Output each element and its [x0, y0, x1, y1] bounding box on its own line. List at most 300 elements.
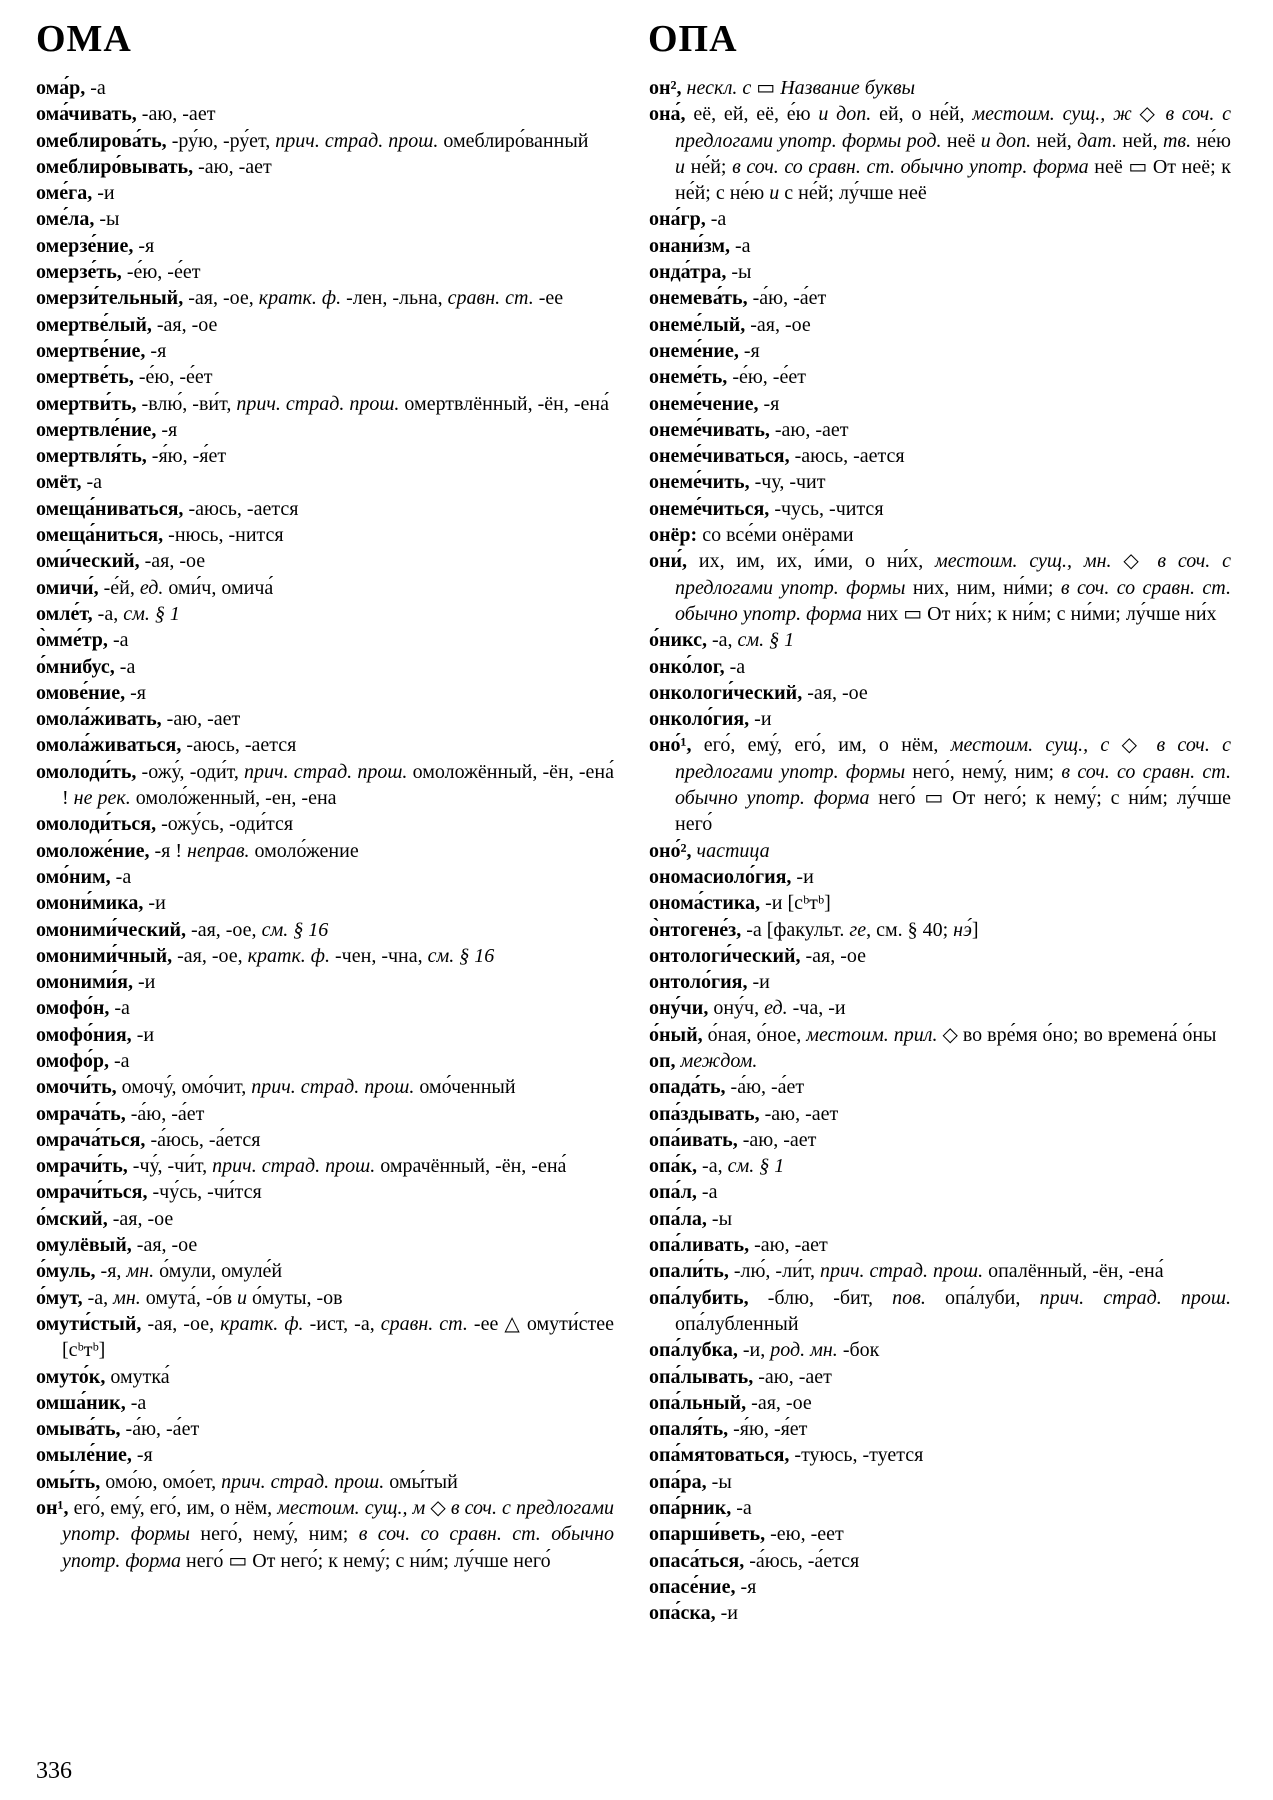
dictionary-entry: [649, 101, 1231, 206]
entry-text: -ист, -а,: [303, 1312, 381, 1335]
dictionary-entry: [36, 1311, 614, 1364]
headword: онеме́чиваться,: [649, 445, 790, 468]
entry-text: -а,: [82, 1286, 114, 1309]
dictionary-entry: [649, 1495, 1231, 1521]
headword: омути́стый,: [36, 1312, 142, 1335]
grammar-note: прич. страд. прош.: [275, 129, 439, 152]
dictionary-entry: [36, 732, 614, 758]
entry-text: о́мули, омуле́й: [154, 1260, 283, 1283]
grammar-note: дат.: [1077, 129, 1117, 152]
entry-text: -ы: [94, 208, 120, 231]
entry-text: -аюсь, -ается: [789, 445, 905, 468]
grammar-note: мн.: [113, 1286, 141, 1309]
entry-text: -а: [81, 471, 102, 494]
entry-text: -я́ю, -я́ет: [728, 1418, 808, 1441]
grammar-note: в соч. со сравн. ст. обычно употр. форма: [732, 155, 1089, 178]
grammar-note: сравн. ст.: [447, 287, 534, 310]
grammar-note: местоим. сущ., мн.: [935, 550, 1112, 573]
entry-text: -чен, -чна,: [330, 944, 428, 967]
dictionary-entry: [36, 680, 614, 706]
entry-text: -я́ю, -я́ет: [146, 445, 227, 468]
entry-text: -и: [747, 971, 770, 994]
grammar-note: и доп.: [818, 103, 872, 126]
entry-text: омы́тый: [384, 1470, 458, 1493]
entry-text: его́, ему́, его́, им, о нём,: [691, 734, 951, 757]
entry-text: -я: [133, 234, 155, 257]
entry-text: -я: [735, 1575, 757, 1598]
headword: опа́ра,: [649, 1470, 707, 1493]
dictionary-entry: [649, 680, 1231, 706]
grammar-note: в соч. со сравн. ст. обычно употр. форма: [62, 1523, 614, 1572]
dictionary-entry: [649, 1521, 1231, 1547]
headword: ома́р,: [36, 77, 86, 99]
headword: оно́²,: [649, 839, 692, 862]
entry-text: омутка́: [105, 1365, 170, 1388]
headword: омертви́ть,: [36, 392, 137, 415]
entry-text: омеблиро́ванный: [438, 129, 589, 152]
headword: ону́чи,: [649, 997, 709, 1020]
dictionary-entry: [649, 364, 1231, 390]
headword: онтоло́гия,: [649, 971, 748, 994]
dictionary-entry: [36, 627, 614, 653]
entry-text: -а: [724, 655, 746, 678]
headword: опаса́ться,: [649, 1549, 745, 1572]
dictionary-entry: [649, 969, 1231, 995]
entry-text: -а́юсь, -а́ется: [145, 1128, 261, 1151]
entry-text: -а́ю, -а́ет: [120, 1418, 200, 1441]
dictionary-entry: [36, 364, 614, 390]
grammar-note: кратк. ф.: [247, 944, 331, 967]
dictionary-entry: [36, 522, 614, 548]
headword: опа́л,: [649, 1181, 697, 1204]
entry-text: -и: [133, 971, 156, 994]
entry-text: -аюсь, -ается: [183, 497, 299, 520]
entry-text: -ая, -ое: [139, 550, 206, 573]
entry-text: -а,: [92, 602, 124, 625]
dictionary-entry: [649, 732, 1231, 837]
entry-text: него́, нему́, ним;: [189, 1523, 359, 1546]
dictionary-entry: [36, 1048, 614, 1074]
headword: омуто́к,: [36, 1365, 106, 1388]
dictionary-entry: [36, 391, 614, 417]
entry-text: оми́ч, омича́: [163, 576, 274, 599]
dictionary-entry: [649, 1574, 1231, 1600]
headword: оп,: [649, 1049, 676, 1072]
entry-text: -а́юсь, -а́ется: [744, 1549, 860, 1572]
headword: омони́мика,: [36, 892, 144, 915]
headword: он²,: [649, 77, 682, 99]
entry-text: -ожу́сь, -оди́тся: [156, 813, 294, 836]
headword: он¹,: [36, 1497, 69, 1520]
dictionary-entry: [36, 917, 614, 943]
dictionary-entry: [36, 1127, 614, 1153]
dictionary-entry: [649, 890, 1231, 916]
dictionary-entry: [649, 1101, 1231, 1127]
entry-text: -ая, -ое,: [183, 287, 259, 310]
dictionary-entry: [36, 1469, 614, 1495]
entry-text: -ая, -ое: [800, 944, 867, 967]
entry-text: -и: [131, 1023, 155, 1046]
dictionary-entry: [649, 496, 1231, 522]
dictionary-entry: [36, 417, 614, 443]
dictionary-entry: [649, 864, 1231, 890]
entry-text: -ею, -еет: [765, 1523, 844, 1546]
entry-text: -нюсь, -нится: [163, 524, 284, 547]
dictionary-entry: [649, 1179, 1231, 1205]
headword: омыва́ть,: [36, 1418, 121, 1441]
entry-text: ◇: [1131, 103, 1166, 126]
entry-text: -ая, -ое,: [186, 918, 262, 941]
headword: омеща́ниться,: [36, 524, 164, 547]
entry-text: -чу́сь, -чи́тся: [147, 1181, 262, 1204]
entry-text: -а: [705, 208, 727, 231]
dictionary-entry: [36, 1074, 614, 1100]
dictionary-entry: [36, 575, 614, 601]
dictionary-entry: [36, 75, 614, 101]
dictionary-entry: [36, 1416, 614, 1442]
entry-text: ]: [971, 918, 979, 941]
dictionary-entry: [36, 128, 614, 154]
grammar-note: в соч. с предлогами употр. формы род.: [675, 103, 1231, 152]
grammar-note: в соч. с предлогами употр. формы: [62, 1497, 614, 1546]
dictionary-entry: [649, 995, 1231, 1021]
dictionary-entry: [36, 811, 614, 837]
headword: омочи́ть,: [36, 1076, 117, 1099]
entry-text: -и: [143, 892, 166, 915]
dictionary-entry: [649, 1048, 1231, 1074]
dictionary-entry: [36, 1442, 614, 1468]
dictionary-entry: [649, 1600, 1231, 1626]
dictionary-entry: [36, 1206, 614, 1232]
entry-text: -а: [108, 1049, 130, 1072]
dictionary-entry: [36, 995, 614, 1021]
dictionary-entry: [649, 706, 1231, 732]
entry-text: -я: [125, 681, 146, 704]
dictionary-entry: [649, 1337, 1231, 1363]
entry-text: омоложённый, -ён, -ена́ !: [62, 760, 614, 810]
dictionary-entry: [649, 1469, 1231, 1495]
headword: омоними́я,: [36, 971, 133, 994]
entry-text: -а: [85, 77, 106, 99]
entry-text: -ы: [726, 261, 752, 284]
headword: опа́ска,: [649, 1602, 716, 1625]
entry-text: опалённый, -ён, -ена́: [983, 1260, 1164, 1283]
dictionary-entry: [649, 206, 1231, 232]
grammar-note: мн.: [126, 1260, 155, 1283]
entry-text: ◇: [1111, 550, 1158, 573]
right-column: [649, 75, 1231, 1627]
grammar-note: кратк. ф.: [258, 287, 342, 310]
headword: опали́ть,: [649, 1260, 729, 1283]
dictionary-entry: [649, 1074, 1231, 1100]
headword: онда́тра,: [649, 261, 727, 284]
entry-text: омута́, -о́в: [140, 1286, 238, 1309]
entry-text: -а,: [706, 629, 738, 652]
entry-text: -чу, -чит: [749, 471, 826, 494]
dictionary-entry: [36, 233, 614, 259]
entry-text: -е́й,: [98, 576, 140, 599]
headword: омофо́р,: [36, 1049, 109, 1072]
headword: опа́лубка,: [649, 1339, 738, 1362]
entry-text: -аю, -ает: [193, 155, 272, 178]
dictionary-entry: [36, 969, 614, 995]
headword: о̀мме́тр,: [36, 629, 108, 652]
headword: опасе́ние,: [649, 1575, 736, 1598]
entry-text: -ая, -ое,: [141, 1312, 221, 1335]
entry-text: -ая, -ое: [131, 1234, 198, 1257]
headword: омертве́лый,: [36, 313, 152, 336]
headword: опа́ивать,: [649, 1128, 738, 1151]
page-number: 336: [36, 1758, 72, 1784]
dictionary-entry: [649, 654, 1231, 680]
entry-text: него́ ▭ От него́; к нему́; с ни́м; лу́чше него́: [675, 787, 1232, 836]
entry-text: -аю, -ает: [737, 1128, 817, 1151]
headword: омертве́ть,: [36, 366, 134, 389]
entry-text: -лен, -льна,: [341, 287, 448, 310]
dictionary-entry: [649, 1390, 1231, 1416]
entry-text: неё: [941, 129, 981, 152]
dictionary-entry: [649, 312, 1231, 338]
dictionary-entry: [649, 1442, 1231, 1468]
entry-text: ◇: [425, 1497, 451, 1520]
headword: о̀нтогене́з,: [649, 918, 742, 941]
dictionary-entry: [36, 759, 614, 812]
entry-text: -а [факульт.: [741, 918, 850, 941]
dictionary-entry: [36, 443, 614, 469]
grammar-note: и: [769, 182, 780, 205]
dictionary-entry: [36, 338, 614, 364]
headword: омертвле́ние,: [36, 418, 157, 441]
dictionary-entry: [36, 1364, 614, 1390]
entry-text: омрачённый, -ён, -ена́: [375, 1155, 567, 1178]
entry-text: омо́ю, омо́ет,: [100, 1470, 222, 1493]
entry-text: -а: [107, 629, 129, 652]
headword: омрача́ться,: [36, 1128, 146, 1151]
entry-text: -аю, -ает: [136, 103, 216, 126]
dictionary-entry: [36, 943, 614, 969]
headword: омерзе́ние,: [36, 234, 134, 257]
grammar-note: и доп.: [980, 129, 1032, 152]
headword: опа́к,: [649, 1155, 698, 1178]
entry-text: омоло́женный, -ен, -ена: [130, 787, 337, 810]
dictionary-entry: [649, 1232, 1231, 1258]
entry-text: -я: [758, 392, 780, 415]
entry-text: -аю, -ает: [749, 1234, 828, 1257]
headword: опада́ть,: [649, 1076, 726, 1099]
entry-text: не́й;: [685, 155, 733, 178]
grammar-note: в соч. со сравн. ст. обычно употр. форма: [675, 576, 1231, 625]
grammar-note: частица: [696, 839, 770, 862]
grammar-note: см. § 16: [427, 944, 495, 967]
entry-text: омо́ченный: [414, 1076, 516, 1099]
entry-text: -а: [114, 655, 136, 678]
grammar-note: и: [675, 155, 685, 178]
entry-text: -е́ю, -е́ет: [133, 366, 213, 389]
dictionary-entry: [36, 1153, 614, 1179]
entry-text: опа́лубленный: [675, 1312, 799, 1335]
headword: она́,: [649, 103, 686, 126]
dictionary-entry: [36, 1285, 614, 1311]
entry-text: -а,: [697, 1155, 728, 1178]
entry-text: -ая, -ое: [745, 313, 811, 336]
dictionary-entry: [36, 654, 614, 680]
entry-text: -лю́, -ли́т,: [728, 1260, 821, 1283]
entry-text: -аю, -ает: [161, 708, 241, 731]
headword: онеме́чивать,: [649, 418, 770, 441]
headword: они́,: [649, 550, 688, 573]
entry-text: -бок: [837, 1339, 880, 1362]
headword: онома́стика,: [649, 892, 761, 915]
dictionary-entry: [36, 496, 614, 522]
entry-text: -ая, -ое: [802, 681, 868, 704]
dictionary-entry: [36, 864, 614, 890]
grammar-note: прич. страд. прош.: [221, 1470, 385, 1493]
headword: онеме́читься,: [649, 497, 770, 520]
dictionary-entry: [649, 1258, 1231, 1284]
entry-text: -и: [715, 1602, 738, 1625]
dictionary-entry: [649, 548, 1231, 627]
headword: омертве́ние,: [36, 339, 146, 362]
headword: омичи́,: [36, 576, 99, 599]
headword: омофо́н,: [36, 997, 110, 1020]
entry-text: -ая, -ое: [151, 313, 218, 336]
dictionary-entry: [649, 285, 1231, 311]
headword: онко́лог,: [649, 655, 725, 678]
dictionary-entry: [649, 1153, 1231, 1179]
grammar-note: в соч. со сравн. ст. обычно употр. форма: [675, 760, 1231, 810]
dictionary-entry: [649, 443, 1231, 469]
entry-text: -и [сᵇтᵇ]: [760, 892, 831, 915]
headword: о́мнибус,: [36, 655, 115, 678]
entry-text: -я !: [149, 839, 188, 862]
dictionary-entry: [649, 233, 1231, 259]
entry-text: -а: [109, 997, 130, 1020]
dictionary-entry: [649, 469, 1231, 495]
headword: о́ный,: [649, 1023, 703, 1046]
entry-text: -ы: [706, 1470, 732, 1493]
entry-text: -ая, -ое: [746, 1391, 812, 1414]
grammar-note: в соч. с предлогами употр. формы: [675, 550, 1231, 599]
dictionary-entry: [649, 75, 1231, 101]
entry-text: -я,: [95, 1260, 127, 1283]
dictionary-entry: [649, 1416, 1231, 1442]
entry-text: их, им, их, и́ми, о ни́х,: [687, 550, 936, 573]
headword: опа́льный,: [649, 1391, 747, 1414]
headword: онеме́лый,: [649, 313, 746, 336]
grammar-note: тв.: [1162, 129, 1192, 152]
entry-text: -я: [145, 339, 167, 362]
entry-text: -ы: [706, 1207, 733, 1230]
entry-text: -я: [131, 1444, 153, 1467]
headword: омоложе́ние,: [36, 839, 150, 862]
headword: омерзи́тельный,: [36, 287, 184, 310]
headword: омолоди́ться,: [36, 813, 157, 836]
grammar-note: род. мн.: [770, 1339, 838, 1362]
entry-text: -и,: [737, 1339, 771, 1362]
entry-text: -чу́, -чи́т,: [127, 1155, 213, 1178]
entry-text: -и: [92, 182, 115, 205]
entry-text: них, ним, ни́ми;: [905, 576, 1061, 599]
headword: омола́живаться,: [36, 734, 182, 757]
headword: омове́ние,: [36, 681, 126, 704]
dictionary-entry: [649, 1022, 1231, 1048]
entry-text: -туюсь, -туется: [789, 1444, 924, 1467]
dictionary-entry: [36, 154, 614, 180]
dictionary-entry: [36, 838, 614, 864]
entry-text: ◇: [1109, 734, 1157, 757]
left-column: [36, 75, 614, 1574]
entry-text: -а: [125, 1391, 147, 1414]
headword: онкологи́ческий,: [649, 681, 803, 704]
dictionary-entry: [36, 101, 614, 127]
headword: омоними́ческий,: [36, 918, 187, 941]
dictionary-entry: [649, 522, 1231, 548]
grammar-note: и: [237, 1286, 248, 1309]
grammar-note: прич. страд. прош.: [236, 392, 400, 415]
headword: омы́ть,: [36, 1470, 101, 1493]
entry-text: со все́ми онёрами: [697, 524, 854, 547]
headword: омеблирова́ть,: [36, 129, 167, 152]
entry-text: -а: [729, 234, 751, 257]
headword: онеме́чение,: [649, 392, 759, 415]
headword: оно́¹,: [649, 734, 692, 757]
dictionary-entry: [36, 259, 614, 285]
headword: омерзе́ть,: [36, 261, 122, 284]
entry-text: -ая, -ое: [107, 1207, 174, 1230]
grammar-note: см. § 1: [727, 1155, 785, 1178]
entry-text: ей, о не́й,: [871, 103, 973, 126]
headword: она́гр,: [649, 208, 706, 231]
entry-text: о́муты, -ов: [247, 1286, 343, 1309]
dictionary-entry: [36, 706, 614, 732]
headword: оме́га,: [36, 182, 93, 205]
headword: опа́ла,: [649, 1207, 707, 1230]
entry-text: -аю, -ает: [769, 418, 849, 441]
dictionary-entry: [36, 1179, 614, 1205]
grammar-note: не рек.: [73, 787, 131, 810]
headword: о́муль,: [36, 1260, 96, 1283]
grammar-note: ед.: [764, 997, 788, 1020]
entry-text: -чусь, -чится: [769, 497, 884, 520]
dictionary-entry: [36, 1495, 614, 1574]
headword: о́мут,: [36, 1286, 83, 1309]
headword: онеме́чить,: [649, 471, 750, 494]
grammar-note: см. § 1: [123, 602, 180, 625]
headword: омыле́ние,: [36, 1444, 132, 1467]
entry-text: омочу́, омо́чит,: [116, 1076, 252, 1099]
dictionary-entry: [36, 1022, 614, 1048]
entry-text: не́ю: [1191, 129, 1231, 152]
headword: омеблиро́вывать,: [36, 155, 194, 178]
headword: онани́зм,: [649, 234, 730, 257]
entry-text: ней,: [1116, 129, 1163, 152]
dictionary-entry: [36, 890, 614, 916]
entry-text: -ее △ омути́стее [сᵇтᵇ]: [62, 1312, 614, 1362]
entry-text: -а: [696, 1181, 718, 1204]
entry-text: -ру́ю, -ру́ет,: [166, 129, 276, 152]
entry-text: её, ей, её, е́ю: [685, 103, 819, 126]
entry-text: ону́ч,: [708, 997, 765, 1020]
entry-text: -а́ю, -а́ет: [725, 1076, 805, 1099]
entry-text: -влю́, -ви́т,: [136, 392, 237, 415]
entry-text: -ая, -ое,: [172, 944, 248, 967]
headword: омле́т,: [36, 602, 93, 625]
grammar-note: местоим. сущ., ж: [972, 103, 1132, 126]
entry-text: омоло́жение: [249, 839, 359, 862]
entry-text: -ожу́, -оди́т,: [136, 760, 245, 783]
dictionary-entry: [649, 1548, 1231, 1574]
entry-text: -а́ю, -а́ет: [747, 287, 827, 310]
